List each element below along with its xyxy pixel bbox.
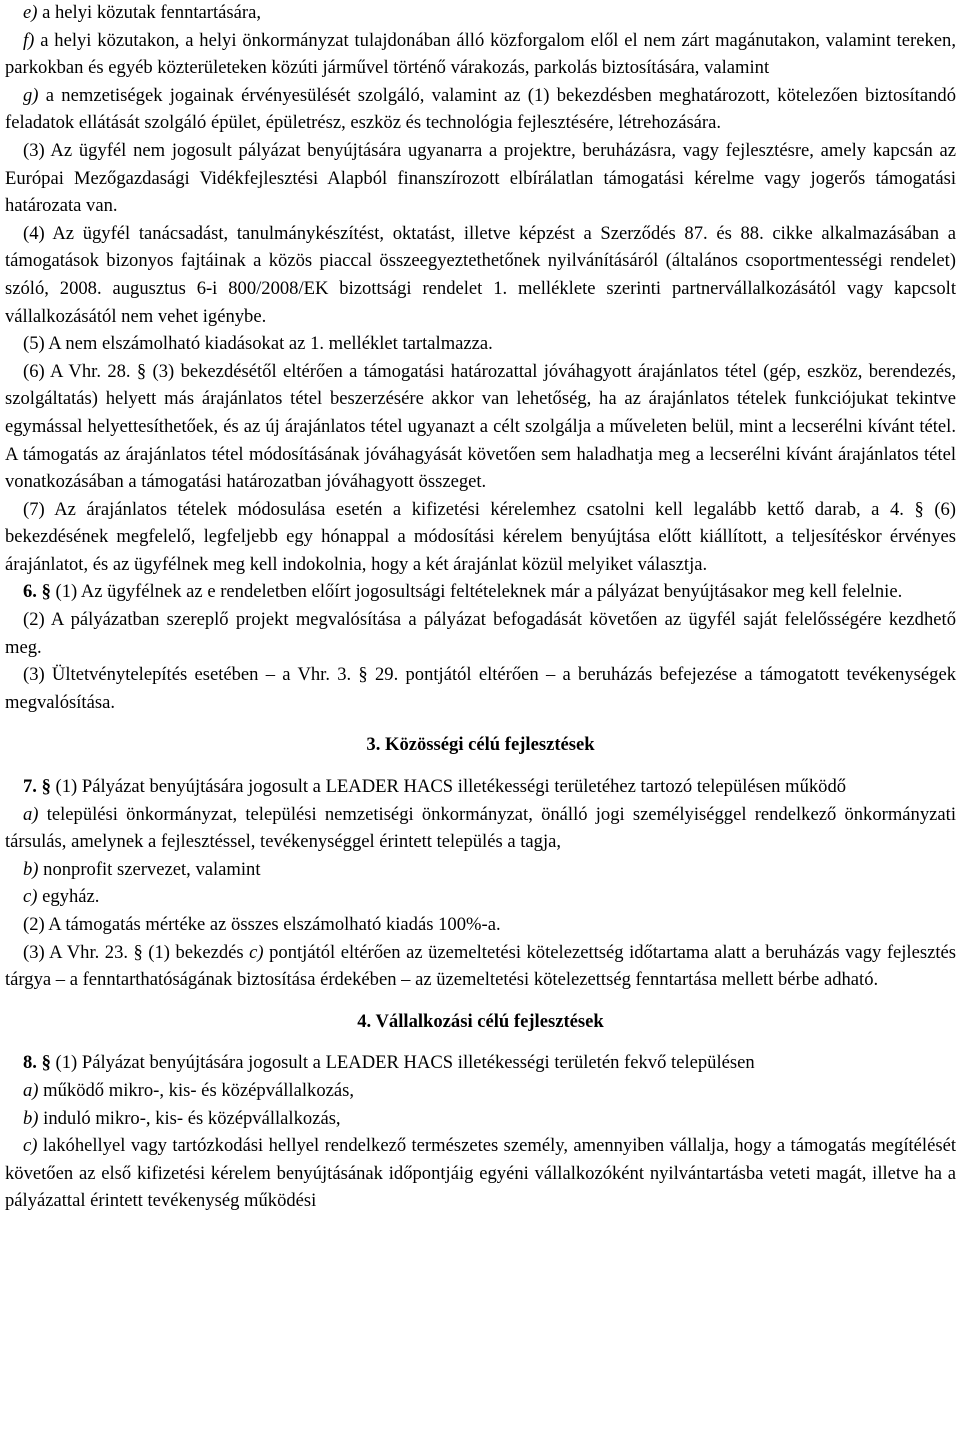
section-7-paragraph-3 bbox=[5, 939, 956, 994]
point-text: egyház. bbox=[37, 886, 100, 908]
paragraph-4: (4) Az ügyfél tanácsadást, tanulmánykészítést, oktatást, illetve képzést a Szerződés 87. és 88. cikke alkalmazásában a támogatások bizonyos fajtáinak a közös piaccal összeegyeztethetőnek nyilvánításáról (általános csoportmentességi rendelet) szóló, 2008. augusztus 6-i 800/2008/EK bizottsági rendelet 1. melléklete szerinti partnervállalkozásától vagy kapcsolt vállalkozásától nem vehet igénybe. bbox=[5, 222, 956, 327]
point-f bbox=[5, 27, 956, 82]
heading-section-3: 3. Közösségi célú fejlesztések bbox=[366, 734, 595, 756]
section-text: (1) Pályázat benyújtására jogosult a LEADER HACS illetékességi területéhez tartozó településen működő bbox=[50, 776, 847, 798]
point-marker: a) bbox=[23, 803, 39, 825]
point-e bbox=[5, 0, 956, 27]
document-page bbox=[5, 0, 956, 1215]
section-8-point-c bbox=[5, 1132, 956, 1215]
section-number: 8. § bbox=[23, 1052, 51, 1074]
paragraph-7: (7) Az árajánlatos tételek módosulása esetén a kifizetési kérelemhez csatolni kell legalább kettő darab, a 4. § (6) bekezdésének megfelelő, legfeljebb egy hónappal a módosítási kérelem benyújtása előtt kiállított, a teljesítéskor érvényes árajánlatot, és az ügyfélnek meg kell indokolnia, hogy a két árajánlat közül melyiket választja. bbox=[5, 498, 956, 575]
paragraph-text-pre: (3) A Vhr. 23. § (1) bekezdés bbox=[23, 941, 250, 963]
point-marker: c) bbox=[23, 1135, 38, 1157]
section-7-point-c bbox=[5, 883, 956, 911]
section-7-point-b bbox=[5, 856, 956, 884]
point-marker: g) bbox=[23, 84, 39, 106]
paragraph-5: (5) A nem elszámolható kiadásokat az 1. melléklet tartalmazza. bbox=[23, 333, 493, 355]
point-marker: e) bbox=[23, 2, 38, 23]
section-7-paragraph-2: (2) A támogatás mértéke az összes elszámolható kiadás 100%-a. bbox=[23, 914, 501, 935]
section-8-paragraph-1 bbox=[5, 1049, 956, 1077]
section-text: (1) Pályázat benyújtására jogosult a LEADER HACS illetékességi területén fekvő településen bbox=[50, 1052, 755, 1074]
heading-section-4: 4. Vállalkozási célú fejlesztések bbox=[357, 1010, 604, 1032]
paragraph-6: (6) A Vhr. 28. § (3) bekezdésétől eltérően a támogatási határozattal jóváhagyott árajánlatos tétel (gép, eszköz, berendezés, szolgáltatás) helyett más árajánlatos tétel beszerzésére akkor van lehetőség, ha az árajánlatos tételek funkciójukat tekintve egymással helyettesíthetőek, és az új árajánlatos tétel ugyanazt a célt szolgálja a műveleten belül, mint a lecserélni kívánt tétel. A támogatás az árajánlatos tétel módosításának jóváhagyását követően sem haladhatja meg a lecserélni kívánt árajánlatos tétel vonatkozásában a támogatási határozatban jóváhagyott összeget. bbox=[5, 360, 956, 493]
section-7-paragraph-1 bbox=[5, 773, 956, 801]
section-8-point-b bbox=[5, 1105, 956, 1133]
point-marker: a) bbox=[23, 1079, 39, 1101]
point-text: a helyi közutakon, a helyi önkormányzat tulajdonában álló közforgalom elől el nem zárt magánutakon, valamint tereken, parkokban és egyéb közterületeken közúti járművel történő várakozás, parkolás biztosítására, valamint bbox=[5, 29, 956, 79]
section-7-point-a bbox=[5, 801, 956, 856]
point-text: a helyi közutak fenntartására, bbox=[37, 2, 261, 23]
paragraph-3: (3) Az ügyfél nem jogosult pályázat benyújtására ugyanarra a projektre, beruházásra, vagy fejlesztésre, amely kapcsán az Európai Mezőgazdasági Vidékfejlesztési Alapból finanszírozott elbírálatlan támogatási kérelme vagy jogerős támogatási határozata van. bbox=[5, 139, 956, 217]
section-6-paragraph-1 bbox=[5, 578, 956, 606]
point-marker: b) bbox=[23, 858, 39, 880]
point-text: a nemzetiségek jogainak érvényesülését szolgáló, valamint az (1) bekezdésben meghatározott, kötelezően biztosítandó feladatok ellátását szolgáló épület, épületrész, eszköz és technológia fejlesztésére, létrehozására. bbox=[5, 84, 956, 134]
point-text: induló mikro-, kis- és középvállalkozás, bbox=[38, 1107, 341, 1129]
paragraph-text-post: pontjától eltérően az üzemeltetési kötelezettség időtartama alatt a beruházás vagy fejlesztés tárgya – a fenntarthatóságának biztosítása érdekében – az üzemeltetési kötelezettség fenntartása mellett bérbe adható. bbox=[5, 941, 956, 991]
point-g bbox=[5, 82, 956, 137]
point-marker: c) bbox=[23, 886, 38, 908]
section-6-paragraph-2: (2) A pályázatban szereplő projekt megvalósítása a pályázat befogadását követően az ügyfél saját felelősségére kezdhető meg. bbox=[5, 609, 956, 658]
section-6-paragraph-3: (3) Ültetvénytelepítés esetében – a Vhr. 3. § 29. pontjától eltérően – a beruházás befejezése a támogatott tevékenységek megvalósítása. bbox=[5, 664, 956, 713]
point-marker: b) bbox=[23, 1107, 39, 1129]
section-8-point-a bbox=[5, 1077, 956, 1105]
point-text: települési önkormányzat, települési nemzetiségi önkormányzat, önálló jogi személyiséggel rendelkező önkormányzati társulás, amelynek a fejlesztéssel, tevékenységgel érintett település a tagja, bbox=[5, 803, 956, 853]
point-marker: f) bbox=[23, 29, 35, 51]
point-text: lakóhellyel vagy tartózkodási hellyel rendelkező természetes személy, amennyiben vállalja, hogy a támogatás megítélését követően az első kifizetési kérelem benyújtásának időpontjáig egyéni vállalkozóként nyilvántartásba veteti magát, illetve ha a pályázattal érintett tevékenység működési bbox=[5, 1135, 956, 1212]
point-marker: c) bbox=[249, 941, 264, 963]
section-text: (1) Az ügyfélnek az e rendeletben előírt jogosultsági feltételeknek már a pályázat benyújtásakor meg kell felelnie. bbox=[50, 581, 903, 603]
section-number: 6. § bbox=[23, 581, 51, 603]
point-text: működő mikro-, kis- és középvállalkozás, bbox=[38, 1079, 355, 1101]
point-text: nonprofit szervezet, valamint bbox=[38, 858, 261, 880]
section-number: 7. § bbox=[23, 776, 51, 798]
